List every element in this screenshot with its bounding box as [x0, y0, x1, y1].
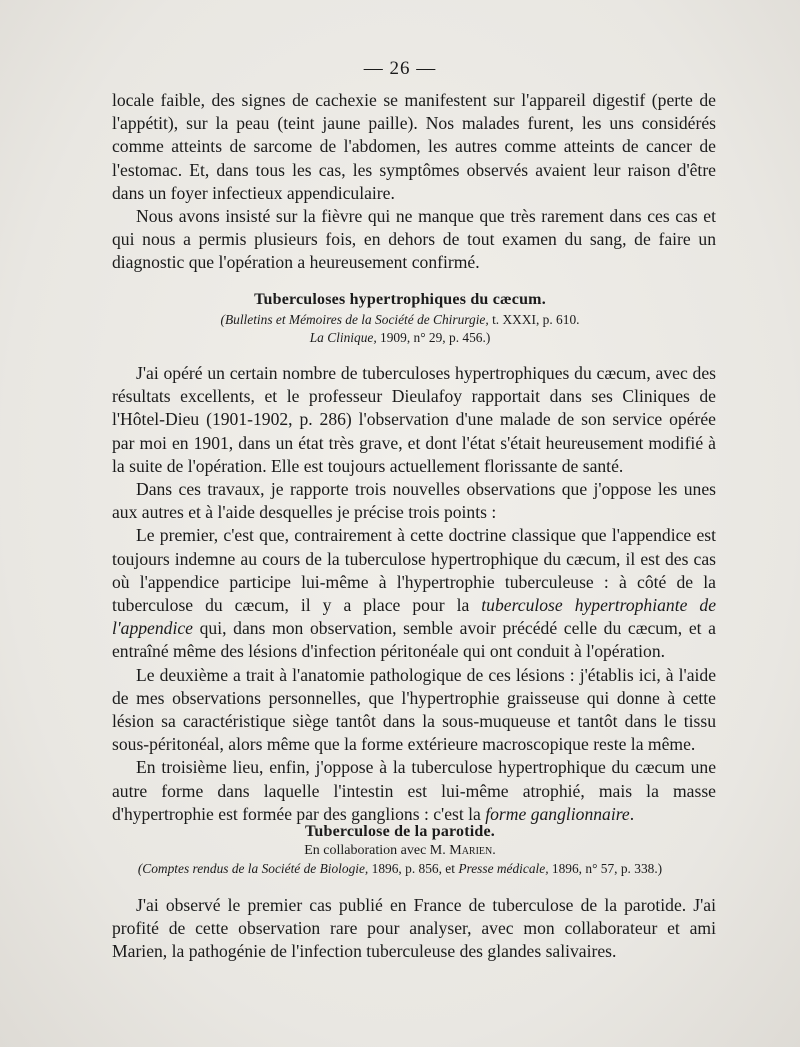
reference-details: 1909, n° 29, p. 456.) [376, 330, 491, 345]
text-span: En collaboration avec M. [304, 843, 450, 858]
emphasis-text: forme ganglionnaire [485, 803, 630, 824]
reference-journal: (Bulletins et Mémoires de la Société de Chirurgie, [220, 312, 489, 327]
emphasis-text: tuberculose hypertrophiante de l'appendice [112, 595, 717, 639]
section-heading-parotide [0, 822, 800, 878]
text-span: Le premier, c'est que, contrairement à cette doctrine classique que l'appendice est toujours indemne au cours de la tuberculose hypertrophique du cæcum, il est des cas où l'appendice participe lui-même à l'hypertrophie tuberculeuse : à côté de la tuberculose du cæcum, il y a place pour la [112, 525, 716, 616]
paragraph-operations: J'ai opéré un certain nombre de tuberculoses hypertrophiques du cæcum, avec des résultats excellents, et le professeur Dieulafoy rapportait dans ses Cliniques de l'Hôtel-Dieu (1901-1902, p. 286) l'observation d'une malade de son service opérée par moi en 1901, dans un état très grave, et dont l'état s'était heureusement modifié à la suite de l'opération. Elle est toujours actuellement florissante de santé. [112, 363, 716, 476]
paragraph-cachexie: locale faible, des signes de cachexie se manifestent sur l'appareil digestif (perte de l'appétit), sur la peau (teint jaune paille). Nos malades furent, les uns considérés comme atteints de sarcome de l'abdomen, les autres comme atteints de cancer de l'estomac. Et, dans tous les cas, les symptômes observés avaient leur raison d'être dans un foyer infectieux appendiculaire. [112, 90, 716, 203]
reference-journal: La Clinique, [309, 330, 377, 345]
section-heading-tuberculoses-hypertrophiques [0, 289, 800, 347]
paragraph-premier-point [112, 524, 716, 663]
bibliographic-reference [0, 329, 800, 347]
page-number: — 26 — [363, 58, 437, 79]
paragraph-fievre: Nous avons insisté sur la fièvre qui ne manque que très rarement dans ces cas et qui nous a permis plusieurs fois, en dehors de tout examen du sang, de faire un diagnostic que l'opération a heureusement confirmé. [112, 206, 716, 273]
paragraph-deuxieme-point: Le deuxième a trait à l'anatomie pathologique de ces lésions : j'établis ici, à l'aide de mes observations personnelles, que l'hypertrophie graisseuse qui donne à cette lésion sa caractéristique siège tantôt dans la sous-muqueuse et tantôt dans le tissu sous-péritonéal, alors même que la forme extérieure macroscopique reste la même. [112, 664, 716, 755]
reference-details: 1896, p. 856, et [368, 861, 459, 876]
section-title: Tuberculoses hypertrophiques du cæcum. [254, 291, 546, 308]
paragraph-travaux: Dans ces travaux, je rapporte trois nouvelles observations que j'oppose les unes aux autres et à l'aide desquelles je précise trois points : [112, 479, 716, 523]
reference-journal: Presse médicale, [458, 861, 549, 876]
collaboration-line [0, 842, 800, 860]
text-span: En troisième lieu, enfin, j'oppose à la tuberculose hypertrophique du cæcum une autre forme dans laquelle l'intestin est lui-même atrophié, mais la masse d'hypertrophie est formée par des ganglions : c'est la [112, 757, 716, 824]
reference-details: t. XXXI, p. 610. [488, 312, 580, 327]
tuberculoses-text-block [112, 362, 716, 826]
paragraph-troisieme-point [112, 756, 716, 826]
reference-journal: (Comptes rendus de la Société de Biologie, [137, 861, 369, 876]
paragraph-parotide: J'ai observé le premier cas publié en France de tuberculose de la parotide. J'ai profité de cette observation rare pour analyser, avec mon collaborateur et ami Marien, la pathogénie de l'infection tuberculeuse des glandes salivaires. [112, 895, 716, 962]
bibliographic-reference [0, 860, 800, 878]
reference-details: 1896, n° 57, p. 338.) [548, 861, 663, 876]
section-title: Tuberculose de la parotide. [304, 823, 496, 840]
text-span: qui, dans mon observation, semble avoir précédé celle du cæcum, et a entraîné même des lésions d'infection péritonéale qui ont conduit à l'opération. [112, 618, 716, 662]
intro-text-block [112, 89, 716, 275]
text-span: . [492, 843, 496, 858]
text-span: . [629, 803, 635, 824]
bibliographic-reference [0, 311, 800, 329]
parotide-text-block [112, 894, 716, 964]
collaborator-name: Marien [449, 843, 493, 858]
